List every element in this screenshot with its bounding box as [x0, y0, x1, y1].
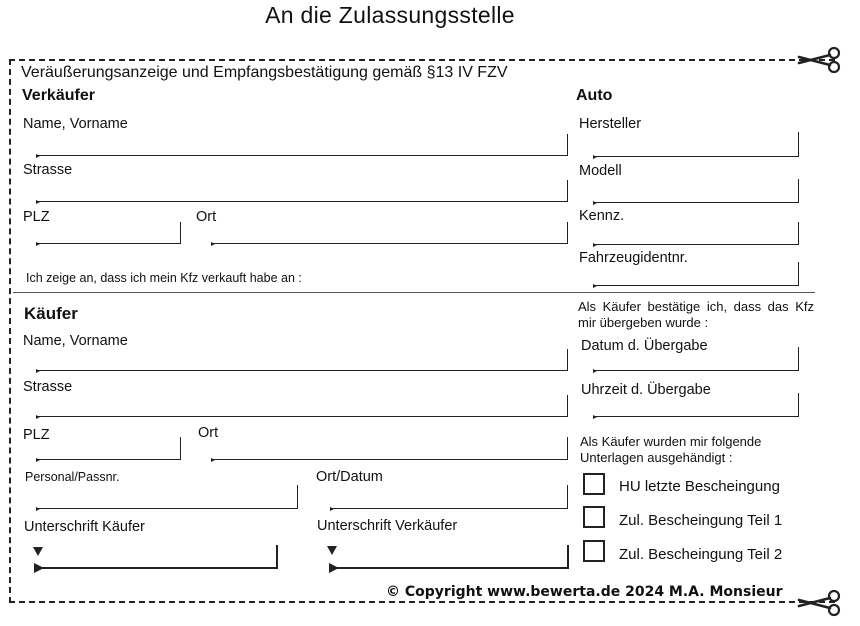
seller-street-field[interactable]: [36, 180, 568, 202]
car-vin-field[interactable]: [593, 262, 799, 286]
buyer-id-label: Personal/Passnr.: [25, 470, 120, 484]
buyer-zip-label: PLZ: [23, 427, 50, 443]
seller-heading: Verkäufer: [22, 87, 95, 104]
seller-city-label: Ort: [196, 209, 217, 225]
scissors-icon: [796, 46, 844, 74]
buyer-name-field[interactable]: [36, 349, 568, 371]
seller-name-field[interactable]: [36, 134, 568, 156]
buyer-city-label: Ort: [198, 425, 219, 441]
car-vin-label: Fahrzeugidentnr.: [579, 250, 688, 266]
buyer-street-field[interactable]: [36, 395, 568, 417]
buyer-signature-field[interactable]: [38, 545, 278, 569]
copyright-notice: © Copyright www.bewerta.de 2024 M.A. Monsieur: [386, 584, 783, 600]
handover-time-field[interactable]: [593, 393, 799, 417]
buyer-zip-field[interactable]: [36, 437, 181, 460]
hu-certificate-label: HU letzte Bescheingung: [619, 478, 780, 495]
seller-declaration: Ich zeige an, dass ich mein Kfz verkauft habe an :: [26, 271, 302, 285]
documents-intro-text: Als Käufer wurden mir folgende Unterlagen ausgehändigt :: [580, 434, 762, 465]
buyer-city-field[interactable]: [211, 437, 568, 460]
seller-zip-label: PLZ: [23, 209, 50, 225]
scissors-icon: [796, 589, 844, 617]
place-date-field[interactable]: [330, 485, 568, 509]
seller-signature-field[interactable]: [333, 545, 569, 569]
car-heading: Auto: [576, 87, 613, 104]
car-plate-label: Kennz.: [579, 208, 625, 224]
buyer-name-label: Name, Vorname: [23, 333, 128, 349]
car-model-label: Modell: [579, 163, 622, 179]
registration-part2-label: Zul. Bescheingung Teil 2: [619, 546, 783, 563]
seller-signature-label: Unterschrift Verkäufer: [317, 518, 458, 534]
registration-part1-checkbox[interactable]: [583, 506, 605, 528]
buyer-street-label: Strasse: [23, 379, 73, 395]
handover-date-label: Datum d. Übergabe: [581, 338, 708, 354]
car-plate-field[interactable]: [593, 222, 799, 245]
place-date-label: Ort/Datum: [316, 469, 383, 485]
seller-name-label: Name, Vorname: [23, 116, 128, 132]
seller-street-label: Strasse: [23, 162, 73, 178]
car-model-field[interactable]: [593, 179, 799, 203]
handover-confirmation-text: Als Käufer bestätige ich, dass das Kfz mir übergeben wurde :: [578, 299, 814, 330]
registration-part1-label: Zul. Bescheingung Teil 1: [619, 512, 783, 529]
handover-date-field[interactable]: [593, 347, 799, 371]
buyer-signature-label: Unterschrift Käufer: [24, 519, 145, 535]
registration-part2-checkbox[interactable]: [583, 540, 605, 562]
page-title: An die Zulassungsstelle: [265, 2, 515, 28]
seller-city-field[interactable]: [211, 222, 568, 244]
buyer-heading: Käufer: [24, 304, 78, 323]
car-manufacturer-label: Hersteller: [579, 116, 642, 132]
car-manufacturer-field[interactable]: [593, 132, 799, 157]
buyer-id-field[interactable]: [36, 485, 298, 509]
seller-zip-field[interactable]: [36, 222, 181, 244]
hu-certificate-checkbox[interactable]: [583, 473, 605, 495]
handover-time-label: Uhrzeit d. Übergabe: [581, 382, 711, 398]
form-heading: Veräußerungsanzeige und Empfangsbestätigung gemäß §13 IV FZV: [21, 64, 508, 81]
section-divider: [13, 292, 815, 293]
